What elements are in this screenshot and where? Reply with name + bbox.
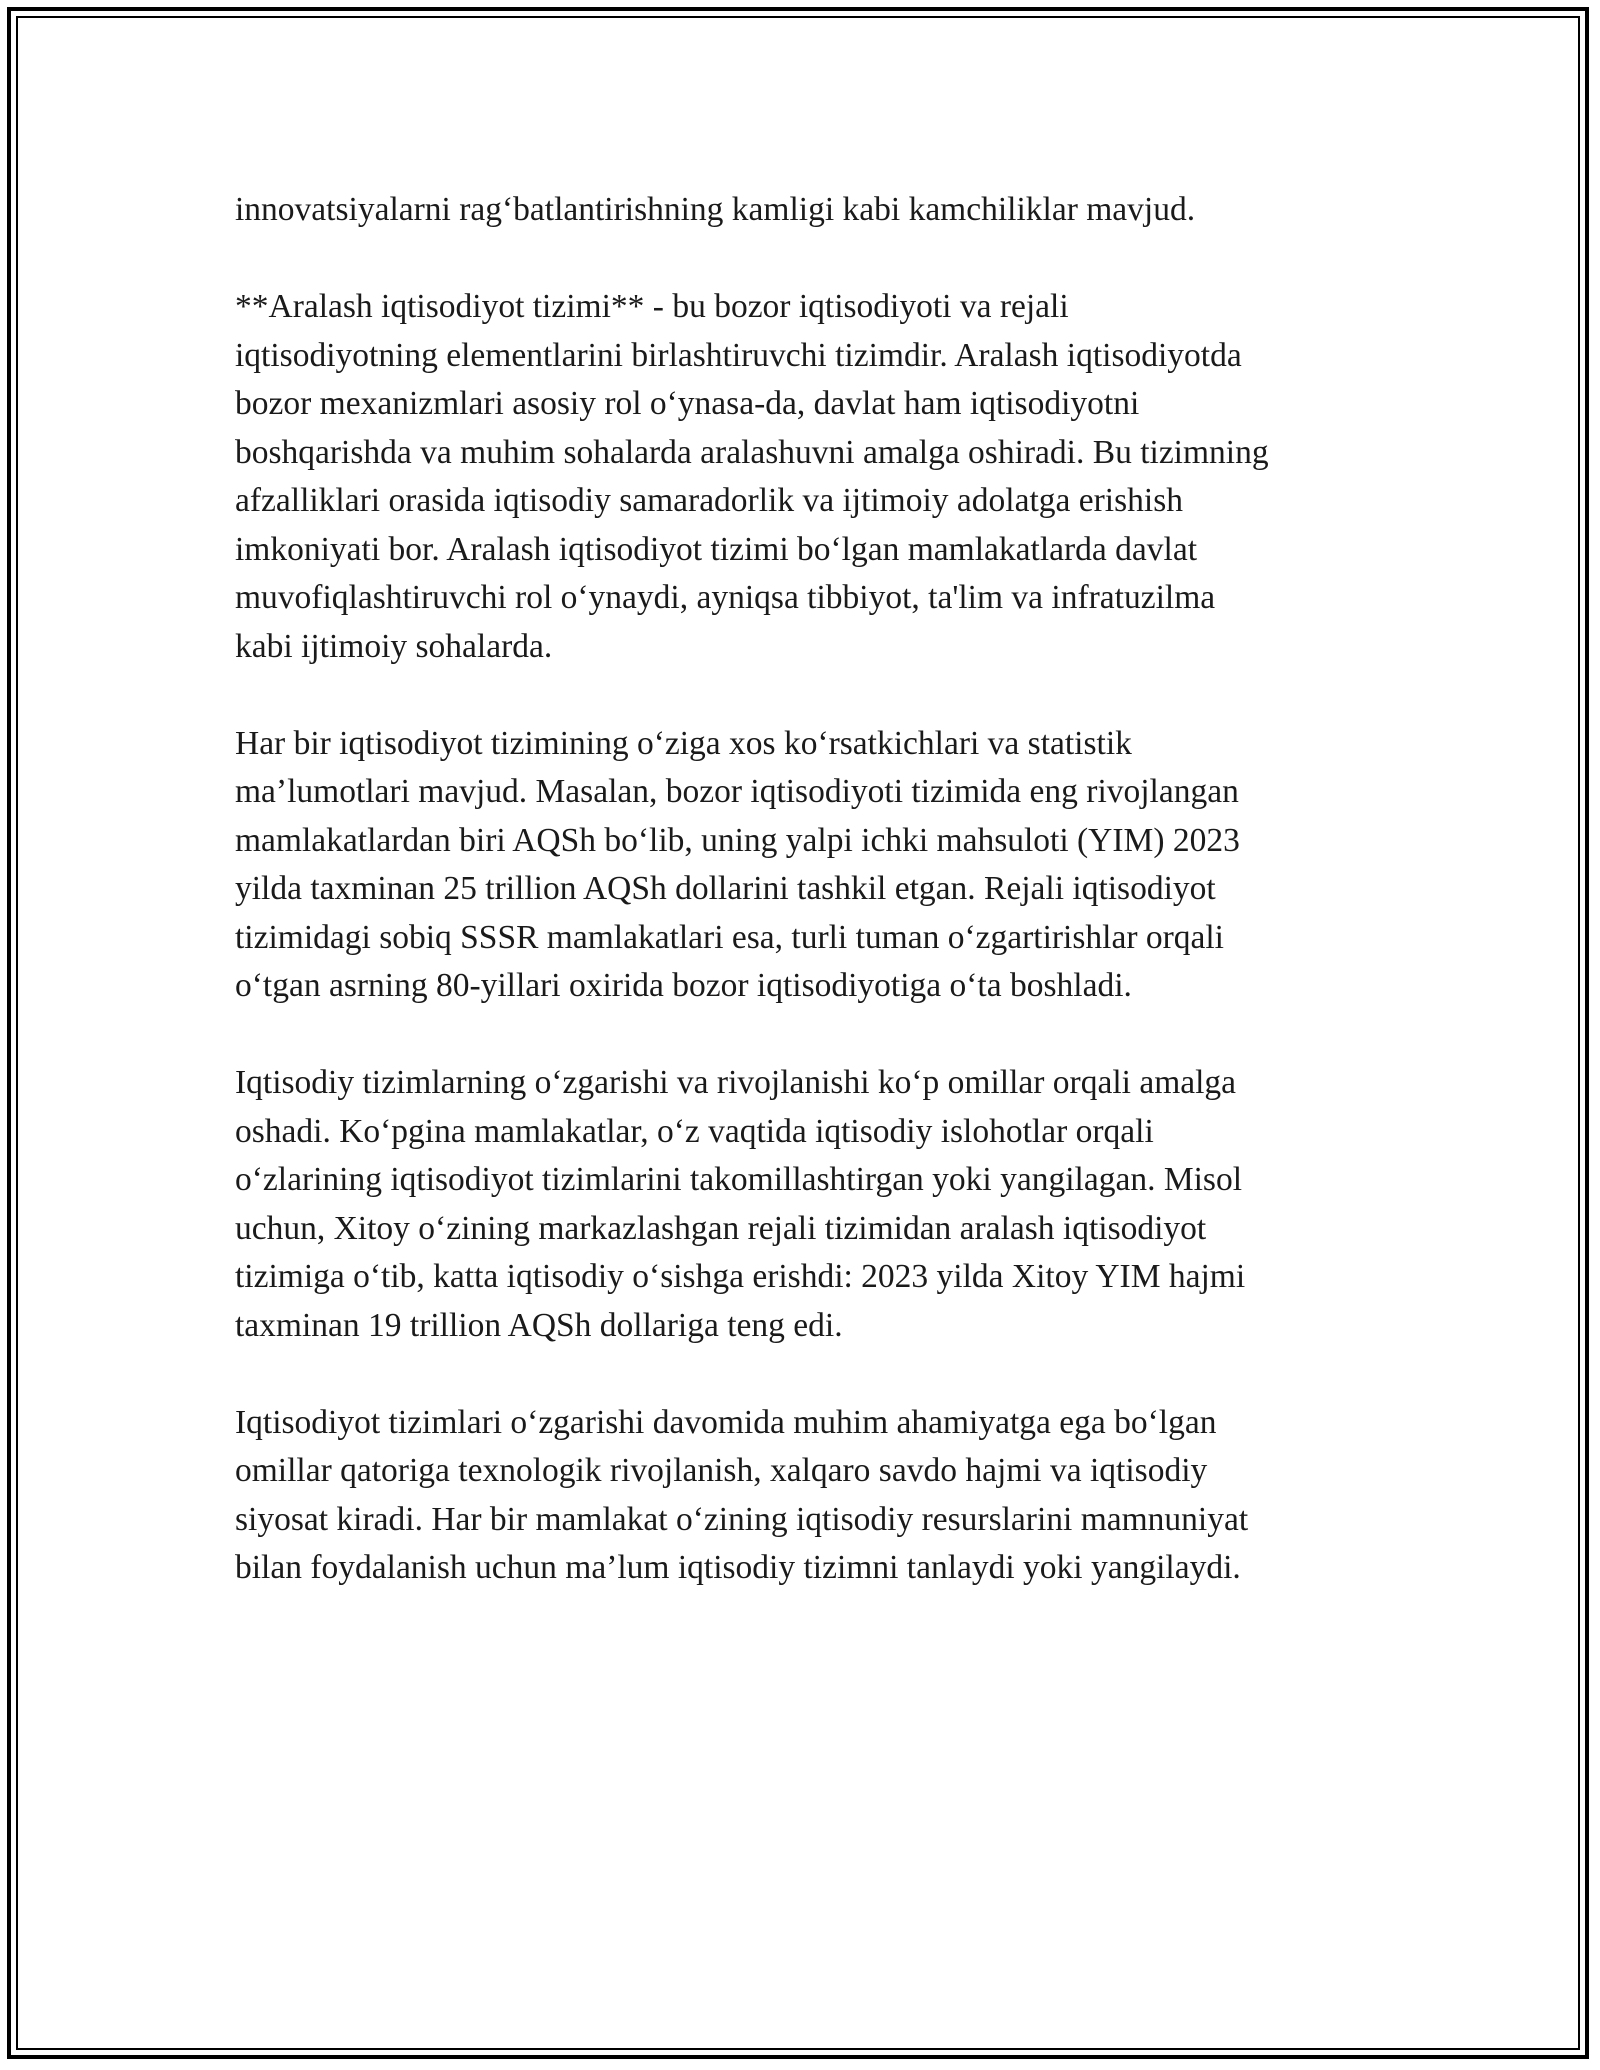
document-body	[235, 186, 1375, 1641]
paragraph-2: **Aralash iqtisodiyot tizimi** - bu bozor iqtisodiyoti va rejali iqtisodiyotning elementlarini birlashtiruvchi tizimdir. Aralash iqtisodiyotda bozor mexanizmlari asosiy rol o‘ynasa-da, davlat ham iqtisodiyotni boshqarishda va muhim sohalarda aralashuvni amalga oshiradi. Bu tizimning afzalliklari orasida iqtisodiy samaradorlik va ijtimoiy adolatga erishish imkoniyati bor. Aralash iqtisodiyot tizimi bo‘lgan mamlakatlarda davlat muvofiqlashtiruvchi rol o‘ynaydi, ayniqsa tibbiyot, ta'lim va infratuzilma kabi ijtimoiy sohalarda.	[235, 288, 1269, 665]
paragraph-3: Har bir iqtisodiyot tizimining o‘ziga xos ko‘rsatkichlari va statistik ma’lumotlari mavjud. Masalan, bozor iqtisodiyoti tizimida eng rivojlangan mamlakatlardan biri AQSh bo‘lib, uning yalpi ichki mahsuloti (YIM) 2023 yilda taxminan 25 trillion AQSh dollarini tashkil etgan. Rejali iqtisodiyot tizimidagi sobiq SSSR mamlakatlari esa, turli tuman o‘zgartirishlar orqali o‘tgan asrning 80-yillari oxirida bozor iqtisodiyotiga o‘ta boshladi.	[235, 724, 1240, 1004]
paragraph-5: Iqtisodiyot tizimlari o‘zgarishi davomida muhim ahamiyatga ega bo‘lgan omillar qatoriga texnologik rivojlanish, xalqaro savdo hajmi va iqtisodiy siyosat kiradi. Har bir mamlakat o‘zining iqtisodiy resurslarini mamnuniyat bilan foydalanish uchun ma’lum iqtisodiy tizimni tanlaydi yoki yangilaydi.	[235, 1403, 1249, 1586]
paragraph-4: Iqtisodiy tizimlarning o‘zgarishi va rivojlanishi ko‘p omillar orqali amalga oshadi. Ko‘pgina mamlakatlar, o‘z vaqtida iqtisodiy islohotlar orqali o‘zlarining iqtisodiyot tizimlarini takomillashtirgan yoki yangilagan. Misol uchun, Xitoy o‘zining markazlashgan rejali tizimidan aralash iqtisodiyot tizimiga o‘tib, katta iqtisodiy o‘sishga erishdi: 2023 yilda Xitoy YIM hajmi taxminan 19 trillion AQSh dollariga teng edi.	[235, 1064, 1246, 1344]
paragraph-1: innovatsiyalarni rag‘batlantirishning kamligi kabi kamchiliklar mavjud.	[235, 191, 1196, 228]
